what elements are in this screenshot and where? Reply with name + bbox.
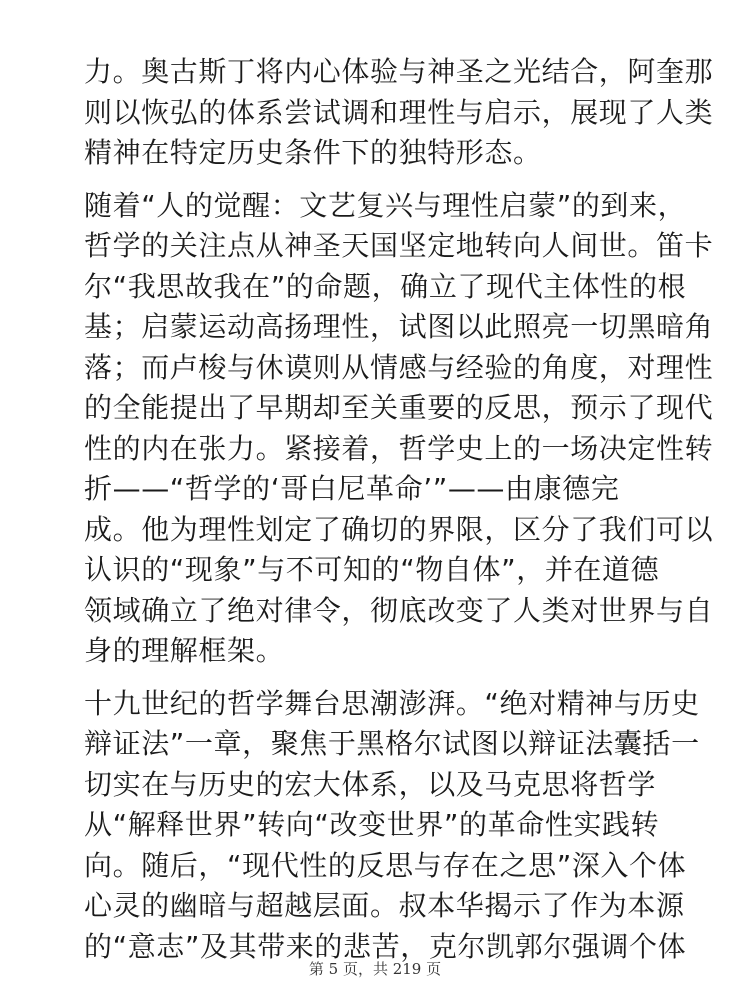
text-line: 基；启蒙运动高扬理性，试图以此照亮一切黑暗角 — [84, 310, 714, 343]
text-line: 折——“哲学的‘哥白尼革命’”——由康德完 — [84, 472, 620, 505]
text-line: 身的理解框架。 — [84, 634, 285, 667]
text-line: 心灵的幽暗与超越层面。叔本华揭示了作为本源 — [84, 889, 685, 922]
text-line: 从“解释世界”转向“改变世界”的革命性实践转 — [84, 808, 660, 841]
text-line: 领域确立了绝对律令，彻底改变了人类对世界与自 — [84, 593, 714, 627]
text-line: 则以恢弘的体系尝试调和理性与启示，展现了人类 — [84, 95, 714, 129]
text-line: 随着“人的觉醒：文艺复兴与理性启蒙”的到来， — [84, 188, 687, 222]
page-number: 第 5 页，共 219 页 — [308, 960, 442, 978]
text-line: 性的内在张力。紧接着，哲学史上的一场决定性转 — [84, 431, 714, 465]
text-line: 哲学的关注点从神圣天国坚定地转向人间世。笛卡 — [84, 229, 714, 262]
text-line: 成。他为理性划定了确切的界限，区分了我们可以 — [84, 512, 714, 546]
text-line: 向。随后，“现代性的反思与存在之思”深入个体 — [84, 848, 687, 882]
paragraph-1 — [84, 52, 714, 174]
text-line: 落；而卢梭与休谟则从情感与经验的角度，对理性 — [84, 350, 714, 384]
text-line: 的全能提出了早期却至关重要的反思，预示了现代 — [84, 391, 714, 424]
page-footer — [0, 958, 750, 980]
paragraph-2 — [84, 186, 714, 672]
text-line: 力。奥古斯丁将内心体验与神圣之光结合，阿奎那 — [84, 55, 714, 88]
body-text — [84, 52, 714, 979]
text-line: 精神在特定历史条件下的独特形态。 — [84, 136, 542, 169]
text-line: 十九世纪的哲学舞台思潮澎湃。“绝对精神与历史 — [84, 686, 700, 720]
text-line: 切实在与历史的宏大体系，以及马克思将哲学 — [84, 767, 657, 801]
text-line: 尔“我思故我在”的命题，确立了现代主体性的根 — [84, 269, 687, 303]
text-line: 认识的“现象”与不可知的“物自体”，并在道德 — [84, 553, 660, 586]
paragraph-3 — [84, 684, 700, 968]
text-line: 的“意志”及其带来的悲苦，克尔凯郭尔强调个体 — [84, 929, 687, 963]
text-line: 辩证法”一章，聚焦于黑格尔试图以辩证法囊括一 — [84, 727, 700, 760]
